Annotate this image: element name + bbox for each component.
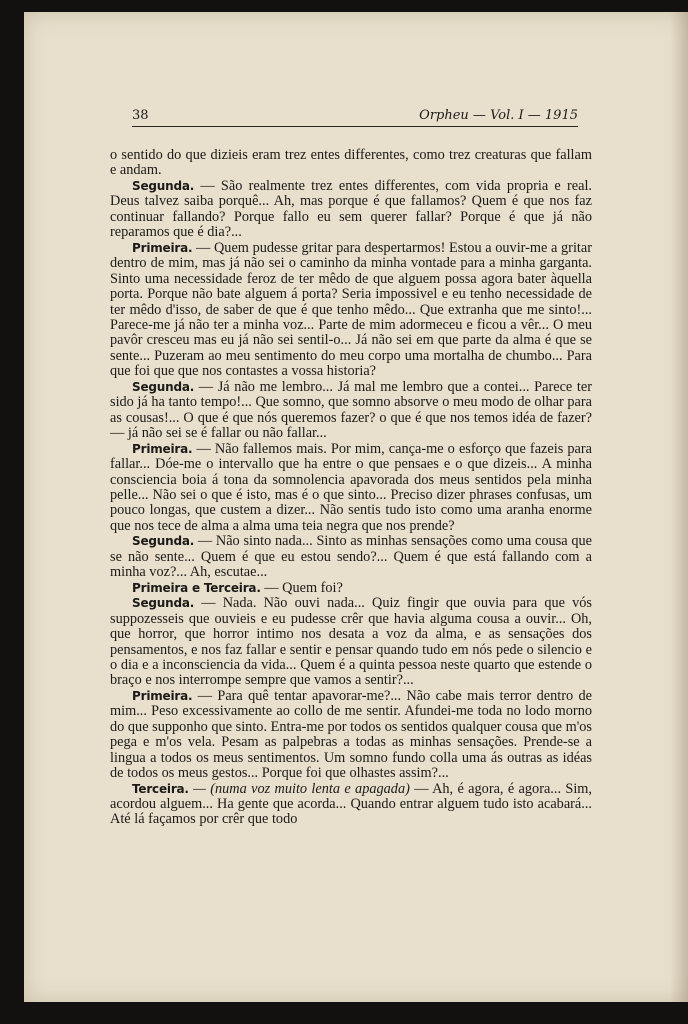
speaker-label: Segunda. [132, 534, 195, 549]
speech-paragraph [110, 380, 592, 442]
speaker-label: Segunda. [132, 178, 195, 193]
speaker-label: Primeira. [132, 688, 193, 703]
speech-text: — Já não me lembro... Já mal me lembro que a contei... Parece ter sido já ha tanto tempo!... Que somno, que somno absorve o meu modo de olhar para as cousas!... O que é que nós queremos fazer? o que é que nos temos idéa de fazer? — já não sei se é fallar ou não fallar... [110, 378, 592, 442]
speech-text: — Não fallemos mais. Por mim, cança-me o esforço que fazeis para fallar... Dóe-me o intervallo que ha entre o que pensaes e o que dizeis... A minha consciencia boia á tona da somnolencia apavorada dos meus sentidos pela minha pelle... Não sei o que é isto, mas é o que sinto... Preciso dizer phrases confusas, um pouco longas, que custem a dizer... Não sentis tudo isto como uma aranha enorme que nos tece de alma a alma uma teia negra que nos prende? [110, 440, 592, 534]
speaker-label: Segunda. [132, 596, 195, 611]
paragraph [110, 148, 592, 179]
page-gutter-shadow [670, 12, 688, 1002]
speaker-label: Terceira. [132, 781, 189, 796]
speech-text: — Nada. Não ouvi nada... Quiz fingir que ouvia para que vós suppozesseis que ouvieis e eu pudesse crêr que havia alguma cousa a ouvir... Oh, que horror, que horror intimo nos desata a voz da alma, e as sensações dos pensamentos, e nos faz fallar e sentir e pensar quando tudo em nós pede o silencio e o dia e a inconsciencia da vida... Quem é a quinta pessoa neste quarto que estende o braço e nos interrompe sempre que vamos a sentir?... [110, 595, 592, 689]
speaker-label: Primeira. [132, 240, 193, 255]
speech-text: — Ah, é agora, é agora... Sim, acordou alguem... Ha gente que acorda... Quando entrar alguem tudo isto acabará... Até lá façamos por crêr que todo [110, 780, 592, 828]
speech-paragraph [110, 534, 592, 580]
speech-paragraph [110, 241, 592, 380]
speech-paragraph [110, 782, 592, 828]
speech-text: — Não sinto nada... Sinto as minhas sensações como uma cousa que se não sente... Quem é que eu estou sendo?... Quem é que está fallando com a minha voz?... Ah, escutae... [110, 533, 592, 581]
speech-text: — Quem pudesse gritar para despertarmos! Estou a ouvir-me a gritar dentro de mim, mas já não sei o caminho da minha vontade para a minha garganta. Sinto uma necessidade feroz de ter mêdo de que alguem possa agora bater àquella porta. Porque não bate alguem á porta? Seria impossivel e eu tenho necessidade de ter mêdo d'isso, de saber de que é que tenho mêdo... Que extranha que me sinto!... Parece-me já não ter a minha voz... Parte de mim adormeceu e ficou a vêr... O meu pavôr cresceu mas eu já não sei sentil-o... Já não sei em que parte da alma é que se sente... Puzeram ao meu sentimento do meu corpo uma mortalha de chumbo... Para que foi que que nos contastes a vossa historia? [110, 239, 592, 380]
speaker-label: Segunda. [132, 379, 195, 394]
paragraph-text: o sentido do que dizieis eram trez entes differentes, como trez creaturas que fallam e andam. [110, 147, 592, 179]
stage-direction: — (numa voz muito lenta e apagada) [188, 780, 410, 797]
running-title: Orpheu — Vol. I — 1915 [419, 108, 578, 123]
page-number: 38 [132, 108, 149, 123]
speech-paragraph [110, 581, 592, 596]
speech-text: — São realmente trez entes differentes, com vida propria e real. Deus talvez saiba porquê... Ah, mas porque é que fallamos? Quem é que nos faz continuar fallando? Porque fallo eu sem querer fallar? Porque é que já não reparamos que é dia?... [110, 177, 592, 241]
speech-paragraph [110, 179, 592, 241]
speech-text: — Para quê tentar apavorar-me?... Não cabe mais terror dentro de mim... Peso excessivamente ao collo de me sentir. Afundei-me toda no lodo morno do que supponho que sinto. Entra-me por todos os sentidos qualquer cousa que m'os pega e m'os vela. Pesam as palpebras a todas as minhas sensações. Prende-se a lingua a todos os meus sentimentos. Um somno fundo colla uma ás outras as idéas de todos os meus gestos... Porque foi que olhastes assim?... [110, 687, 592, 782]
page-body [110, 148, 592, 828]
speech-paragraph [110, 596, 592, 689]
book-page [24, 12, 688, 1002]
speech-paragraph [110, 689, 592, 782]
speaker-label: Primeira e Terceira. [132, 580, 261, 595]
page-header [132, 102, 578, 127]
speaker-label: Primeira. [132, 441, 193, 456]
speech-paragraph [110, 442, 592, 535]
speech-text: — Quem foi? [260, 579, 343, 596]
